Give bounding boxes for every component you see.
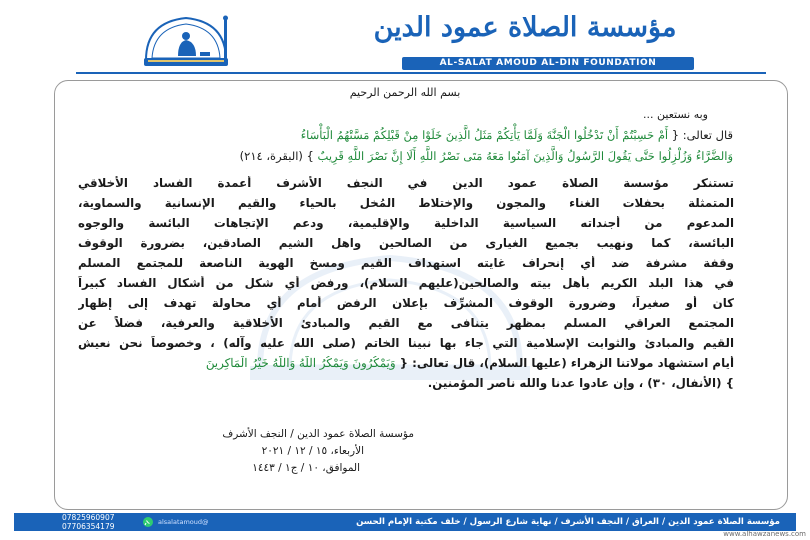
footer-address: مؤسسة الصلاة عمود الدين / العراق / النجف الأشرف / نهاية شارع الرسول / خلف مكتبة الإمام الحسن (356, 517, 780, 527)
organization-title-arabic: مؤسسة الصلاة عمود الدين (373, 12, 677, 43)
closing-line-end: } (الأنفال، ٣٠) ، وإن عادوا عدنا والله ناصر المؤمنين. (427, 376, 734, 390)
body-line: وقفة مشرفة ضد أي إنحراف غايته استهداف القيم ومسخ الهوية الناصعة للمجتمع المسلم (78, 256, 734, 270)
quran-verse-line-2 (240, 149, 733, 163)
footer-phone-2: 07706354179 (62, 522, 115, 531)
verse-text-2: وَالضَّرَّاءُ وَزُلْزِلُوا حَتَّى يَقُولَ الرَّسُولُ وَالَّذِينَ آمَنُوا مَعَهُ مَتَى نَصْرُ اللَّهِ أَلَا إِنَّ نَصْرَ اللَّهِ قَرِيبٌ (317, 149, 733, 163)
footer-social-handle: @alsalatamoud (158, 518, 209, 526)
body-line: البائسة، كما ونهيب بجميع الغيارى من الصالحين واهل الشيم الصادقين، بضرورة الوقوف (78, 236, 734, 250)
signature-organization: مؤسسة الصلاة عمود الدين / النجف الأشرف (222, 428, 414, 440)
body-line: في هذا البلد الكريم بأهل بيته والصالحين(عليهم السلام)، ورفض أي شكل من أشكال الفساد كبيراً (78, 276, 734, 290)
quran-verse-line-1 (301, 128, 733, 142)
body-line: كان أو صغيراً، وضرورة الوقوف المشرِّف بإعلان الرفض أمام أي محاولة تهدف إلى إظهار (78, 296, 734, 310)
verse-text-1: أَمْ حَسِبْتُمْ أَنْ تَدْخُلُوا الْجَنَّةَ وَلَمَّا يَأْتِكُمْ مَثَلُ الَّذِينَ خَلَوْا مِنْ قَبْلِكُمْ مَسَّتْهُمُ الْبَأْسَاءُ (300, 128, 669, 142)
footer-phone-1: 07825960907 (62, 513, 115, 522)
mosque-logo-icon (138, 12, 234, 70)
closing-line (78, 356, 734, 370)
body-line: القيم والمبادئ والثوابت الإسلامية التي جاء بها نبينا الخاتم (صلى الله عليه وآله) ، وخصوصاً نحن نعيش (78, 336, 734, 350)
verse-intro: قال تعالى: { (671, 128, 733, 142)
body-line: المدعوم من أجنداته السياسية الداخلية والإقليمية، ودعم الإتجاهات البائسة والوجوه (78, 216, 734, 230)
footer-phones (62, 513, 132, 531)
verse-reference: } (البقرة، ٢١٤) (239, 149, 314, 163)
closing-verse: وَيَمْكُرُونَ وَيَمْكُرُ اللَّهُ وَاللَّهُ خَيْرُ الْمَاكِرِينَ (205, 356, 396, 370)
signature-date-hijri: الموافق، ١٠ / ج١ / ١٤٤٣ (252, 462, 360, 474)
organization-title-english: AL-SALAT AMOUD AL-DIN FOUNDATION (439, 58, 657, 68)
source-watermark: www.alhawzanews.com (723, 530, 806, 538)
closing-line-prefix: أيام استشهاد مولاتنا الزهراء (عليها السلام)، قال تعالى: { (399, 356, 734, 370)
header-divider (76, 72, 766, 74)
body-line: المتمثلة بحفلات الغناء والمجون والإختلاط المُخل بالحياء والقيم الإنسانية والسماوية، (78, 196, 734, 210)
signature-date-gregorian: الأربعاء، ١٥ / ١٢ / ٢٠٢١ (261, 445, 364, 457)
basmala: بسم الله الرحمن الرحيم (349, 86, 461, 99)
whatsapp-icon (142, 516, 154, 528)
body-line: المجتمع العراقي المسلم بمظهر يتنافى مع القيم والمبادئ الأخلاقية والعرفية، فضلاً عن (78, 316, 734, 330)
body-line: تستنكر مؤسسة الصلاة عمود الدين في النجف الأشرف أعمدة الفساد الأخلاقي (78, 176, 734, 190)
opening-phrase: وبه نستعين ... (643, 108, 708, 121)
letterhead (0, 0, 810, 70)
